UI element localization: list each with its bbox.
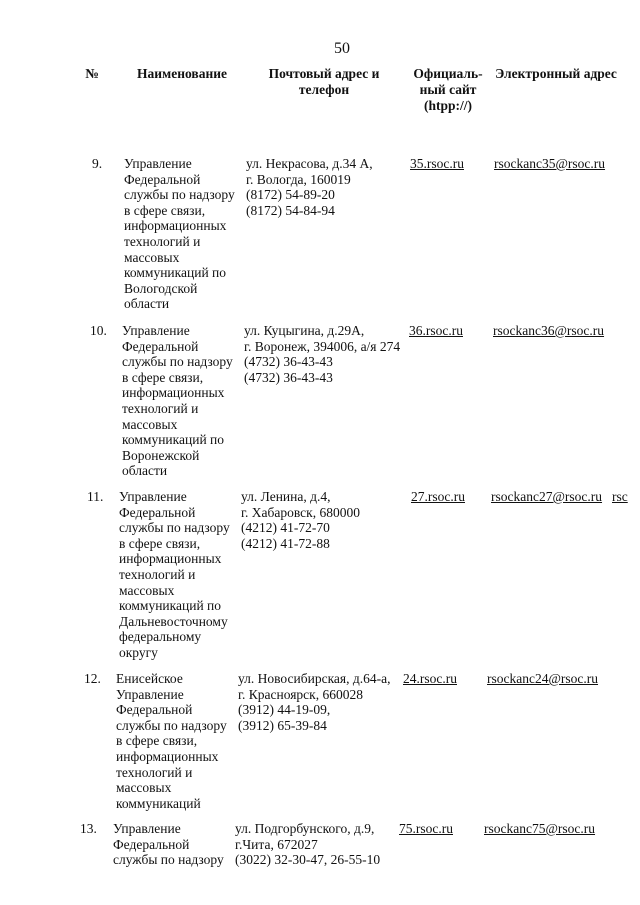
official-site-link[interactable]: 36.rsoc.ru xyxy=(409,323,463,338)
header-name: Наименование xyxy=(137,66,227,81)
name-line: коммуникаций xyxy=(116,795,201,811)
organization-name xyxy=(122,323,242,479)
name-line: технологий и xyxy=(116,764,193,780)
address-line: г. Вологда, 160019 xyxy=(246,171,351,187)
address-line: ул. Некрасова, д.34 А, xyxy=(246,156,373,171)
email-link[interactable]: rsockanc27@rsoc.ru xyxy=(491,489,603,504)
email-link[interactable]: rsockanc36@rsoc.ru xyxy=(493,323,605,338)
name-line: коммуникаций по xyxy=(124,265,227,281)
name-line: в сфере связи, xyxy=(116,733,198,749)
name-line: Федеральной xyxy=(119,504,196,520)
name-line: службы по надзору xyxy=(116,717,227,733)
name-line: технологий и xyxy=(119,566,196,582)
name-line: Федеральной xyxy=(116,702,193,718)
name-line: коммуникаций по xyxy=(122,432,225,448)
name-line: информационных xyxy=(124,218,227,234)
name-line: Воронежской xyxy=(122,447,200,463)
email-link[interactable]: rsockanc35@rsoc.ru xyxy=(494,156,606,171)
name-line: информационных xyxy=(116,748,219,764)
row-number: 13. xyxy=(80,821,97,836)
name-line: Дальневосточному xyxy=(119,613,228,629)
row-number: 9. xyxy=(92,156,103,171)
name-line: области xyxy=(122,463,168,479)
postal-address xyxy=(241,489,411,551)
address-line: ул. Подгорбунского, д.9, xyxy=(235,821,375,836)
name-line: Управление xyxy=(113,821,181,836)
name-line: массовых xyxy=(124,249,180,265)
name-line: в сфере связи, xyxy=(122,369,204,385)
name-line: службы по надзору xyxy=(113,852,224,868)
name-line: Федеральной xyxy=(113,836,190,852)
name-line: Управление xyxy=(119,489,187,504)
official-site-link[interactable]: 35.rsoc.ru xyxy=(410,156,464,171)
address-line: (4212) 41-72-88 xyxy=(241,535,330,551)
name-line: технологий и xyxy=(122,400,199,416)
name-line: Федеральной xyxy=(122,338,199,354)
name-line: службы по надзору xyxy=(119,520,230,536)
address-line: ул. Куцыгина, д.29А, xyxy=(244,323,365,338)
name-line: в сфере связи, xyxy=(124,202,206,218)
name-line: Управление xyxy=(116,686,184,702)
official-site-link[interactable]: 24.rsoc.ru xyxy=(403,671,457,686)
address-line: г. Хабаровск, 680000 xyxy=(241,504,360,520)
postal-address xyxy=(235,821,405,868)
name-line: федеральному xyxy=(119,629,202,645)
address-line: (8172) 54-89-20 xyxy=(246,187,335,203)
cut-off-link: rsc xyxy=(612,489,628,504)
address-line: (3022) 32-30-47, 26-55-10 xyxy=(235,852,381,868)
address-line: г.Чита, 672027 xyxy=(235,836,318,852)
name-line: области xyxy=(124,296,170,312)
name-line: Енисейское xyxy=(116,671,183,686)
name-line: в сфере связи, xyxy=(119,535,201,551)
name-line: Управление xyxy=(122,323,190,338)
row-number: 12. xyxy=(84,671,101,686)
address-line: (4212) 41-72-70 xyxy=(241,520,330,536)
postal-address xyxy=(244,323,414,385)
row-number: 11. xyxy=(87,489,104,504)
address-line: (8172) 54-84-94 xyxy=(246,202,335,218)
organization-name xyxy=(119,489,239,661)
postal-address xyxy=(246,156,416,218)
address-line: (4732) 36-43-43 xyxy=(244,369,333,385)
header-email: Электронный адрес xyxy=(495,66,617,81)
name-line: массовых xyxy=(119,582,175,598)
page-number: 50 xyxy=(334,40,350,57)
name-line: массовых xyxy=(116,780,172,796)
row-number: 10. xyxy=(90,323,107,338)
name-line: службы по надзору xyxy=(124,187,235,203)
name-line: службы по надзору xyxy=(122,354,233,370)
address-line: ул. Ленина, д.4, xyxy=(241,489,331,504)
name-line: Федеральной xyxy=(124,171,201,187)
name-line: коммуникаций по xyxy=(119,598,222,614)
address-line: г. Красноярск, 660028 xyxy=(238,686,363,702)
name-line: округу xyxy=(119,644,158,660)
address-line: (3912) 65-39-84 xyxy=(238,717,327,733)
header-address: Почтовый адрес и телефон xyxy=(268,66,380,97)
name-line: информационных xyxy=(122,385,225,401)
email-link[interactable]: rsockanc24@rsoc.ru xyxy=(487,671,599,686)
header-site: Официаль-ный сайт (htpp://) xyxy=(413,66,483,113)
name-line: технологий и xyxy=(124,233,201,249)
address-line: ул. Новосибирская, д.64-а, xyxy=(238,671,391,686)
email-link[interactable]: rsockanc75@rsoc.ru xyxy=(484,821,596,836)
organization-name xyxy=(124,156,244,312)
name-line: Управление xyxy=(124,156,192,171)
postal-address xyxy=(238,671,408,733)
address-line: (3912) 44-19-09, xyxy=(238,702,331,718)
official-site-link[interactable]: 75.rsoc.ru xyxy=(399,821,453,836)
organization-name xyxy=(116,671,236,811)
name-line: Вологодской xyxy=(124,280,198,296)
organization-name xyxy=(113,821,233,868)
official-site-link[interactable]: 27.rsoc.ru xyxy=(411,489,465,504)
name-line: информационных xyxy=(119,551,222,567)
address-line: г. Воронеж, 394006, а/я 274 xyxy=(244,338,401,354)
name-line: массовых xyxy=(122,416,178,432)
address-line: (4732) 36-43-43 xyxy=(244,354,333,370)
header-number: № xyxy=(85,66,99,81)
